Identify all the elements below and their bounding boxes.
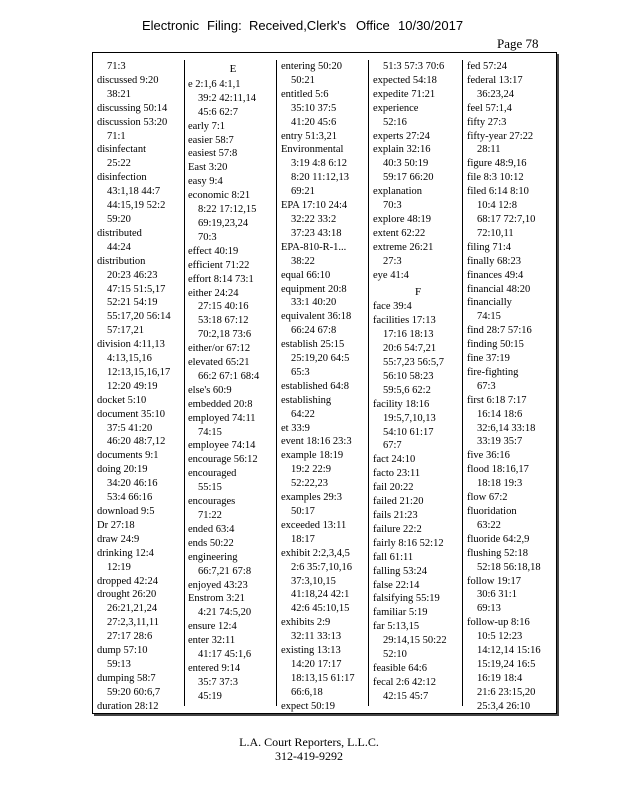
index-entry: establishing bbox=[281, 394, 332, 406]
index-entry: expect 50:19 bbox=[281, 700, 335, 712]
index-entry: failure 22:2 bbox=[373, 523, 422, 535]
index-entry: EPA-810-R-1... bbox=[281, 241, 347, 253]
index-continuation: 52:22,23 bbox=[291, 478, 329, 490]
index-entry: explain 32:16 bbox=[373, 144, 431, 156]
section-letter: F bbox=[414, 285, 422, 298]
section-letter: E bbox=[229, 63, 237, 75]
index-entry: encourages bbox=[188, 496, 236, 508]
index-entry: disinfection bbox=[97, 172, 147, 184]
index-continuation: 8:20 11:12,13 bbox=[291, 172, 349, 184]
index-entry: example 18:19 bbox=[281, 450, 344, 462]
index-entry: else's 60:9 bbox=[188, 384, 232, 396]
index-column-2 bbox=[188, 60, 278, 704]
index-continuation: 42:15 45:7 bbox=[383, 690, 429, 702]
index-continuation: 27:3 bbox=[383, 255, 402, 267]
index-continuation: 27:17 28:6 bbox=[107, 631, 153, 643]
index-entry: engineering bbox=[188, 551, 238, 563]
index-continuation: 50:21 bbox=[291, 74, 315, 86]
index-entry: effect 40:19 bbox=[188, 245, 239, 257]
index-entry: falsifying 55:19 bbox=[373, 593, 440, 605]
index-entry: equal 66:10 bbox=[281, 269, 331, 281]
index-entry: experience bbox=[373, 102, 419, 114]
index-continuation: 26:21,21,24 bbox=[107, 603, 158, 615]
index-continuation: 52:16 bbox=[383, 116, 407, 128]
index-entry: duration 28:12 bbox=[97, 700, 159, 712]
index-continuation: 44:15,19 52:2 bbox=[107, 200, 166, 212]
index-continuation: 27:15 40:16 bbox=[198, 301, 249, 313]
index-entry: eye 41:4 bbox=[373, 269, 409, 281]
index-entry: flow 67:2 bbox=[467, 492, 508, 504]
index-entry: false 22:14 bbox=[373, 579, 420, 591]
index-entry: embedded 20:8 bbox=[188, 398, 253, 410]
index-continuation: 32:22 33:2 bbox=[291, 213, 337, 225]
index-continuation: 27:2,3,11,11 bbox=[107, 617, 160, 629]
index-continuation: 37:5 41:20 bbox=[107, 422, 153, 434]
index-entry: exhibits 2:9 bbox=[281, 617, 331, 629]
index-entry: filing 71:4 bbox=[467, 241, 512, 253]
index-entry: established 64:8 bbox=[281, 380, 349, 392]
index-entry: feasible 64:6 bbox=[373, 662, 427, 674]
index-continuation: 69:13 bbox=[477, 603, 501, 615]
index-continuation: 45:19 bbox=[198, 690, 222, 702]
index-entry: efficient 71:22 bbox=[188, 259, 250, 271]
index-entry: financially bbox=[467, 297, 512, 309]
index-continuation: 20:6 54:7,21 bbox=[383, 343, 437, 355]
index-continuation: 66:2 67:1 68:4 bbox=[198, 370, 260, 382]
index-entry: filed 6:14 8:10 bbox=[467, 186, 529, 198]
index-continuation: 37:3,10,15 bbox=[291, 575, 336, 587]
index-entry: easier 58:7 bbox=[188, 134, 234, 146]
index-continuation: 59:20 bbox=[107, 213, 131, 225]
index-entry: dump 57:10 bbox=[97, 645, 148, 657]
index-continuation: 14:20 17:17 bbox=[291, 658, 342, 670]
index-continuation: 69:19,23,24 bbox=[198, 217, 249, 229]
index-entry: examples 29:3 bbox=[281, 492, 342, 504]
index-continuation: 36:23,24 bbox=[477, 88, 515, 100]
index-entry: employed 74:11 bbox=[188, 412, 256, 424]
index-continuation: 29:14,15 50:22 bbox=[383, 635, 447, 647]
index-continuation: 18:13,15 61:17 bbox=[291, 672, 355, 684]
index-column-5 bbox=[467, 60, 557, 714]
index-continuation: 33:1 40:20 bbox=[291, 297, 337, 309]
index-entry: falling 53:24 bbox=[373, 565, 427, 577]
index-continuation: 30:6 31:1 bbox=[477, 589, 517, 601]
index-entry: easy 9:4 bbox=[188, 176, 223, 188]
index-entry: flushing 52:18 bbox=[467, 547, 528, 559]
footer-company: L.A. Court Reporters, L.L.C. bbox=[239, 735, 379, 749]
index-continuation: 8:22 17:12,15 bbox=[198, 204, 257, 216]
index-entry: failed 21:20 bbox=[373, 496, 424, 508]
index-continuation: 74:15 bbox=[477, 311, 501, 323]
index-continuation: 55:7,23 56:5,7 bbox=[383, 357, 444, 369]
index-continuation: 70:3 bbox=[198, 231, 217, 243]
index-entry: finances 49:4 bbox=[467, 269, 524, 281]
index-continuation: 64:22 bbox=[291, 408, 315, 420]
index-entry: elevated 65:21 bbox=[188, 357, 250, 369]
index-continuation: 3:19 4:8 6:12 bbox=[291, 158, 348, 170]
index-continuation: 59:5,6 62:2 bbox=[383, 384, 431, 396]
index-continuation: 53:4 66:16 bbox=[107, 492, 153, 504]
footer-phone: 312-419-9292 bbox=[275, 749, 343, 763]
index-continuation: 72:10,11 bbox=[477, 227, 514, 239]
index-continuation: 34:20 46:16 bbox=[107, 478, 158, 490]
index-entry: doing 20:19 bbox=[97, 464, 148, 476]
index-entry: documents 9:1 bbox=[97, 450, 159, 462]
index-entry: fall 61:11 bbox=[373, 551, 414, 563]
index-continuation: 40:3 50:19 bbox=[383, 158, 429, 170]
index-column-4 bbox=[373, 60, 463, 704]
index-continuation: 50:17 bbox=[291, 506, 315, 517]
index-continuation: 54:10 61:17 bbox=[383, 426, 434, 438]
index-entry: Enstrom 3:21 bbox=[188, 593, 245, 605]
index-entry: five 36:16 bbox=[467, 450, 510, 462]
index-entry: discussed 9:20 bbox=[97, 74, 159, 86]
index-entry: fail 20:22 bbox=[373, 482, 414, 494]
header-received: Received,Clerk's bbox=[249, 18, 347, 33]
index-continuation: 52:10 bbox=[383, 649, 407, 661]
index-entry: extent 62:22 bbox=[373, 227, 426, 239]
index-continuation: 59:17 66:20 bbox=[383, 172, 434, 184]
index-entry: fine 37:19 bbox=[467, 353, 510, 365]
index-continuation: 41:18,24 42:1 bbox=[291, 589, 350, 601]
index-entry: fifty 27:3 bbox=[467, 116, 507, 128]
index-entry: fire-fighting bbox=[467, 366, 519, 378]
index-entry: facility 18:16 bbox=[373, 398, 430, 410]
index-continuation: 41:17 45:1,6 bbox=[198, 649, 252, 661]
header-date: 10/30/2017 bbox=[398, 18, 464, 33]
index-continuation: 55:15 bbox=[198, 482, 222, 494]
index-continuation: 39:2 42:11,14 bbox=[198, 92, 256, 104]
index-continuation: 71:22 bbox=[198, 510, 222, 521]
index-continuation: 46:20 48:7,12 bbox=[107, 436, 166, 448]
index-continuation: 52:18 56:18,18 bbox=[477, 561, 541, 573]
index-entry: either/or 67:12 bbox=[188, 343, 251, 355]
index-entry: finding 50:15 bbox=[467, 339, 524, 351]
index-entry: disinfectant bbox=[97, 144, 146, 156]
index-entry: encouraged bbox=[188, 468, 237, 480]
index-entry: fed 57:24 bbox=[467, 61, 507, 72]
index-continuation: 66:7,21 67:8 bbox=[198, 565, 252, 577]
index-entry: facto 23:11 bbox=[373, 468, 421, 480]
index-continuation: 43:1,18 44:7 bbox=[107, 186, 161, 198]
index-entry: entering 50:20 bbox=[281, 61, 342, 72]
index-continuation: 16:19 18:4 bbox=[477, 672, 523, 684]
index-entry: East 3:20 bbox=[188, 162, 228, 174]
index-continuation: 28:11 bbox=[477, 144, 501, 156]
index-continuation: 44:24 bbox=[107, 241, 131, 253]
index-entry: follow-up 8:16 bbox=[467, 617, 530, 629]
index-entry: federal 13:17 bbox=[467, 74, 523, 86]
index-continuation: 19:2 22:9 bbox=[291, 464, 331, 476]
index-entry: fails 21:23 bbox=[373, 510, 418, 521]
index-entry: file 8:3 10:12 bbox=[467, 172, 524, 184]
index-continuation: 67:3 bbox=[477, 380, 496, 392]
index-continuation: 53:18 67:12 bbox=[198, 315, 249, 327]
index-continuation: 15:19,24 16:5 bbox=[477, 658, 536, 670]
index-entry: employee 74:14 bbox=[188, 440, 256, 452]
index-continuation: 19:5,7,10,13 bbox=[383, 412, 436, 424]
index-entry: expected 54:18 bbox=[373, 74, 437, 86]
index-entry: exceeded 13:11 bbox=[281, 519, 347, 531]
index-entry: figure 48:9,16 bbox=[467, 158, 527, 170]
index-entry: finally 68:23 bbox=[467, 255, 521, 267]
index-entry: distribution bbox=[97, 255, 146, 267]
index-entry: download 9:5 bbox=[97, 506, 155, 517]
index-continuation: 68:17 72:7,10 bbox=[477, 213, 536, 225]
index-entry: facilities 17:13 bbox=[373, 315, 436, 327]
index-entry: face 39:4 bbox=[373, 301, 412, 313]
index-entry: Environmental bbox=[281, 144, 344, 156]
index-continuation: 20:23 46:23 bbox=[107, 269, 158, 281]
index-continuation: 74:15 bbox=[198, 426, 222, 438]
index-entry: follow 19:17 bbox=[467, 575, 521, 587]
index-entry: entry 51:3,21 bbox=[281, 130, 337, 142]
page-number: Page 78 bbox=[497, 36, 539, 51]
index-continuation: 59:20 60:6,7 bbox=[107, 686, 161, 698]
index-entry: et 33:9 bbox=[281, 422, 310, 434]
index-entry: drought 26:20 bbox=[97, 589, 157, 601]
index-continuation: 12:13,15,16,17 bbox=[107, 366, 171, 378]
index-entry: either 24:24 bbox=[188, 287, 239, 299]
header-filing: Filing: bbox=[207, 18, 242, 33]
index-entry: far 5:13,15 bbox=[373, 621, 420, 633]
index-continuation: 10:5 12:23 bbox=[477, 631, 523, 643]
index-continuation: 32:6,14 33:18 bbox=[477, 422, 536, 434]
header-office: Office bbox=[356, 18, 390, 33]
index-continuation: 66:6,18 bbox=[291, 686, 323, 698]
index-entry: establish 25:15 bbox=[281, 339, 345, 351]
index-continuation: 45:6 62:7 bbox=[198, 106, 238, 118]
index-entry: entered 9:14 bbox=[188, 662, 241, 674]
index-entry: EPA 17:10 24:4 bbox=[281, 200, 348, 212]
index-continuation: 59:13 bbox=[107, 658, 131, 670]
index-continuation: 38:21 bbox=[107, 88, 131, 100]
index-continuation: 2:6 35:7,10,16 bbox=[291, 561, 352, 573]
index-column-3 bbox=[281, 60, 371, 714]
index-entry: feel 57:1,4 bbox=[467, 102, 512, 114]
index-continuation: 14:12,14 15:16 bbox=[477, 645, 541, 657]
index-continuation: 70:3 bbox=[383, 200, 402, 212]
index-entry: fecal 2:6 42:12 bbox=[373, 676, 436, 688]
index-continuation: 35:7 37:3 bbox=[198, 676, 238, 688]
index-continuation: 33:19 35:7 bbox=[477, 436, 523, 448]
index-continuation: 18:17 bbox=[291, 533, 315, 545]
index-continuation: 47:15 51:5,17 bbox=[107, 283, 166, 295]
index-continuation: 4:13,15,16 bbox=[107, 353, 152, 365]
index-entry: ensure 12:4 bbox=[188, 621, 237, 633]
index-continuation: 17:16 18:13 bbox=[383, 329, 434, 341]
index-entry: ends 50:22 bbox=[188, 537, 234, 549]
index-continuation: 10:4 12:8 bbox=[477, 200, 517, 212]
index-entry: dropped 42:24 bbox=[97, 575, 158, 587]
index-entry: flood 18:16,17 bbox=[467, 464, 529, 476]
index-continuation: 55:17,20 56:14 bbox=[107, 311, 171, 323]
index-continuation: 69:21 bbox=[291, 186, 315, 198]
index-entry: existing 13:13 bbox=[281, 645, 341, 657]
index-entry: fluoride 64:2,9 bbox=[467, 533, 530, 545]
index-entry: familiar 5:19 bbox=[373, 607, 428, 619]
index-continuation: 16:14 18:6 bbox=[477, 408, 523, 420]
index-entry: encourage 56:12 bbox=[188, 454, 258, 466]
index-entry: e 2:1,6 4:1,1 bbox=[188, 78, 241, 90]
index-entry: experts 27:24 bbox=[373, 130, 430, 142]
index-continuation: 12:20 49:19 bbox=[107, 380, 158, 392]
index-entry: docket 5:10 bbox=[97, 394, 147, 406]
index-continuation: 25:22 bbox=[107, 158, 131, 170]
index-entry: fifty-year 27:22 bbox=[467, 130, 534, 142]
index-entry: equivalent 36:18 bbox=[281, 311, 352, 323]
index-continuation: 21:6 23:15,20 bbox=[477, 686, 536, 698]
index-entry: enjoyed 43:23 bbox=[188, 579, 248, 591]
index-entry: fairly 8:16 52:12 bbox=[373, 537, 444, 549]
index-continuation: 25:3,4 26:10 bbox=[477, 700, 531, 712]
index-continuation: 52:21 54:19 bbox=[107, 297, 158, 309]
index-continuation: 63:22 bbox=[477, 519, 501, 531]
index-continuation: 42:6 45:10,15 bbox=[291, 603, 350, 615]
index-entry: financial 48:20 bbox=[467, 283, 531, 295]
index-entry: ended 63:4 bbox=[188, 523, 235, 535]
index-continuation: 4:21 74:5,20 bbox=[198, 607, 252, 619]
index-entry: dumping 58:7 bbox=[97, 672, 156, 684]
index-continuation: 32:11 33:13 bbox=[291, 631, 342, 643]
index-continuation: 25:19,20 64:5 bbox=[291, 353, 350, 365]
index-entry: event 18:16 23:3 bbox=[281, 436, 352, 448]
index-entry: document 35:10 bbox=[97, 408, 165, 420]
index-entry: find 28:7 57:16 bbox=[467, 325, 532, 337]
index-continuation: 51:3 57:3 70:6 bbox=[383, 61, 445, 72]
index-entry: fluoridation bbox=[467, 506, 517, 517]
index-continuation: 66:24 67:8 bbox=[291, 325, 337, 337]
index-entry: easiest 57:8 bbox=[188, 148, 238, 160]
index-entry: expedite 71:21 bbox=[373, 88, 436, 100]
index-continuation: 12:19 bbox=[107, 561, 131, 573]
index-entry: draw 24:9 bbox=[97, 533, 140, 545]
index-continuation: 67:7 bbox=[383, 440, 402, 452]
index-continuation: 56:10 58:23 bbox=[383, 370, 434, 382]
index-entry: explore 48:19 bbox=[373, 213, 432, 225]
index-entry: discussion 53:20 bbox=[97, 116, 168, 128]
index-entry: discussing 50:14 bbox=[97, 102, 168, 114]
index-continuation: 37:23 43:18 bbox=[291, 227, 342, 239]
index-continuation: 65:3 bbox=[291, 366, 310, 378]
index-entry: fact 24:10 bbox=[373, 454, 416, 466]
index-entry: effort 8:14 73:1 bbox=[188, 273, 254, 285]
index-entry: distributed bbox=[97, 227, 142, 239]
index-continuation: 38:22 bbox=[291, 255, 315, 267]
index-entry: first 6:18 7:17 bbox=[467, 394, 527, 406]
index-continuation: 71:3 bbox=[107, 61, 126, 72]
index-column-1 bbox=[97, 60, 187, 714]
index-entry: drinking 12:4 bbox=[97, 547, 154, 559]
index-continuation: 57:17,21 bbox=[107, 325, 145, 337]
index-entry: early 7:1 bbox=[188, 120, 226, 132]
index-entry: explanation bbox=[373, 186, 422, 198]
index-entry: extreme 26:21 bbox=[373, 241, 434, 253]
index-continuation: 70:2,18 73:6 bbox=[198, 329, 252, 341]
index-entry: entitled 5:6 bbox=[281, 88, 329, 100]
index-continuation: 35:10 37:5 bbox=[291, 102, 337, 114]
index-continuation: 18:18 19:3 bbox=[477, 478, 523, 490]
index-entry: Dr 27:18 bbox=[97, 519, 135, 531]
index-entry: exhibit 2:2,3,4,5 bbox=[281, 547, 350, 559]
header-electronic: Electronic bbox=[142, 18, 200, 33]
index-entry: economic 8:21 bbox=[188, 190, 251, 202]
index-continuation: 41:20 45:6 bbox=[291, 116, 337, 128]
index-entry: equipment 20:8 bbox=[281, 283, 347, 295]
index-entry: enter 32:11 bbox=[188, 635, 236, 647]
index-entry: division 4:11,13 bbox=[97, 339, 165, 351]
index-continuation: 71:1 bbox=[107, 130, 126, 142]
